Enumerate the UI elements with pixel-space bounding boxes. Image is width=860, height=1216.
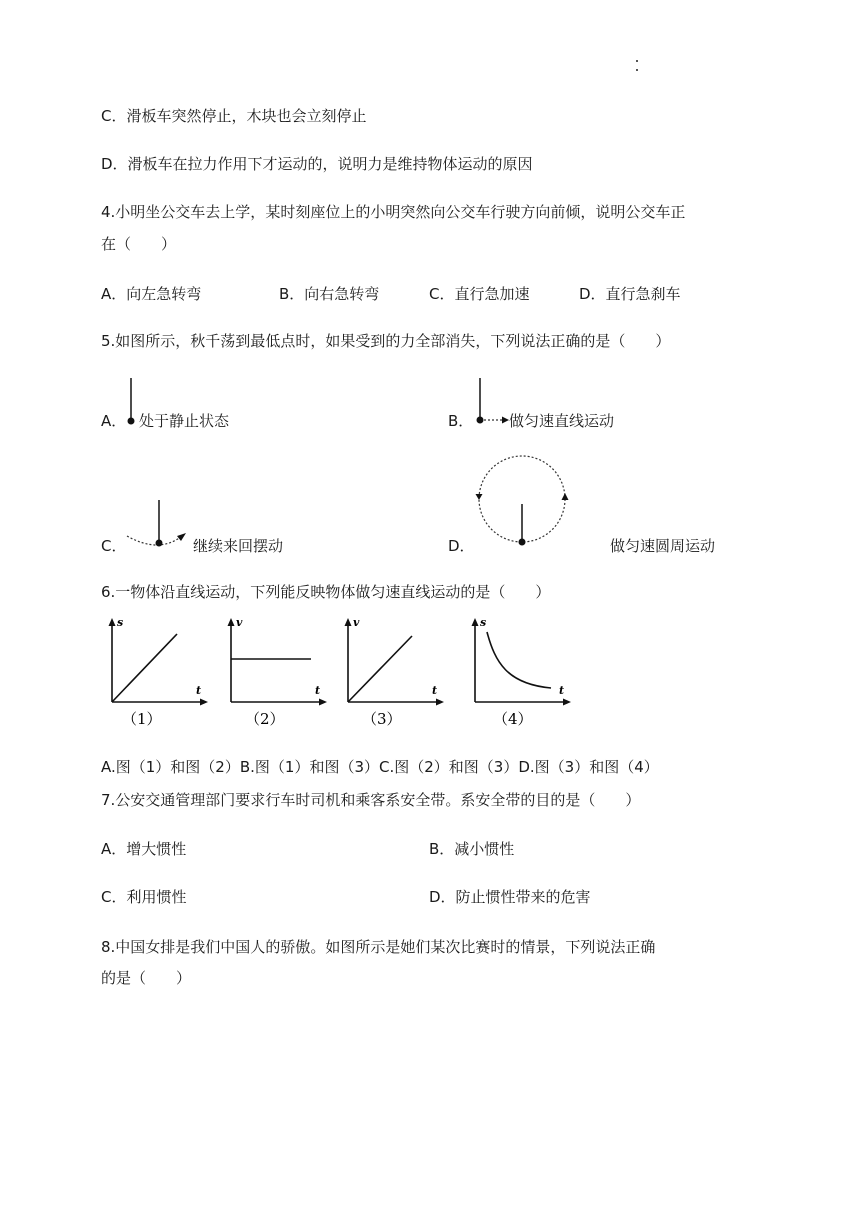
x-axis-arrow-icon [563, 699, 571, 706]
q6-graph-3 [340, 618, 450, 730]
q6-stem: 6.一物体沿直线运动，下列能反映物体做匀速直线运动的是（ ） [101, 583, 551, 601]
x-axis-arrow-icon [200, 699, 208, 706]
q4-option-a: A．向左急转弯 [101, 285, 202, 303]
q5-option-c-letter: C． [101, 537, 127, 555]
x-axis-label: t [432, 684, 438, 697]
graph-label: （4） [493, 710, 533, 728]
x-axis-arrow-icon [436, 699, 444, 706]
q4-stem-line2: 在（ ） [101, 235, 177, 253]
y-axis-label: s [480, 616, 487, 629]
arrow-right-icon [502, 417, 509, 424]
q5-option-a-letter: A． [101, 412, 127, 430]
q6-graph-1 [104, 618, 214, 730]
x-axis-label: t [315, 684, 321, 697]
q5-option-b-letter: B． [448, 412, 474, 430]
graph-curve [487, 632, 551, 688]
y-axis-arrow-icon [472, 618, 479, 626]
q5-option-a-text: 处于静止状态 [139, 412, 230, 430]
q7-option-a: A．增大惯性 [101, 840, 187, 858]
swing-arc-dashed [127, 536, 182, 545]
q3-option-d: D．滑板车在拉力作用下才运动的，说明力是维持物体运动的原因 [101, 155, 533, 173]
q6-options: A.图（1）和图（2）B.图（1）和图（3）C.图（2）和图（3）D.图（3）和图（4） [101, 758, 659, 776]
y-axis-label: v [236, 616, 243, 629]
q8-stem-line1: 8.中国女排是我们中国人的骄傲。如图所示是她们某次比赛时的情景，下列说法正确 [101, 938, 656, 956]
q5-stem: 5.如图所示，秋千荡到最低点时，如果受到的力全部消失，下列说法正确的是（ ） [101, 332, 671, 350]
q5-option-d-diagram [472, 452, 572, 552]
arrow-up-icon [562, 493, 569, 500]
q4-option-d: D．直行急刹车 [579, 285, 681, 303]
q4-option-b: B．向右急转弯 [279, 285, 380, 303]
q5-option-a-diagram [124, 378, 140, 428]
q7-option-c: C．利用惯性 [101, 888, 187, 906]
y-axis-label: v [353, 616, 360, 629]
y-axis-arrow-icon [345, 618, 352, 626]
q7-stem: 7.公安交通管理部门要求行车时司机和乘客系安全带。系安全带的目的是（ ） [101, 791, 641, 809]
graph-label: （1） [122, 710, 162, 728]
page-corner-mark [636, 60, 639, 80]
arrow-down-icon [476, 494, 483, 500]
pendulum-bob [477, 417, 484, 424]
pendulum-bob [519, 539, 526, 546]
pendulum-bob [156, 540, 163, 547]
q4-stem-line1: 4.小明坐公交车去上学，某时刻座位上的小明突然向公交车行驶方向前倾，说明公交车正 [101, 203, 686, 221]
graph-line [348, 636, 412, 702]
q5-option-c-diagram [124, 500, 190, 552]
q7-option-d: D．防止惯性带来的危害 [429, 888, 591, 906]
graph-line [112, 634, 177, 702]
q7-option-b: B．减小惯性 [429, 840, 515, 858]
graph-label: （2） [245, 710, 285, 728]
q6-graph-4 [467, 618, 577, 730]
q5-option-b-text: 做匀速直线运动 [509, 412, 615, 430]
x-axis-label: t [559, 684, 565, 697]
q8-stem-line2: 的是（ ） [101, 969, 192, 987]
q5-option-d-text: 做匀速圆周运动 [610, 537, 716, 555]
q6-graph-2 [223, 618, 333, 730]
x-axis-label: t [196, 684, 202, 697]
x-axis-arrow-icon [319, 699, 327, 706]
q5-option-d-letter: D． [448, 537, 475, 555]
y-axis-label: s [117, 616, 124, 629]
y-axis-arrow-icon [109, 618, 116, 626]
q3-option-c: C．滑板车突然停止，木块也会立刻停止 [101, 107, 367, 125]
y-axis-arrow-icon [228, 618, 235, 626]
q5-option-c-text: 继续来回摆动 [193, 537, 284, 555]
q4-option-c: C．直行急加速 [429, 285, 530, 303]
graph-label: （3） [362, 710, 402, 728]
pendulum-bob [128, 418, 135, 425]
arrow-up-right-icon [177, 533, 186, 541]
q5-option-b-diagram [474, 378, 510, 428]
